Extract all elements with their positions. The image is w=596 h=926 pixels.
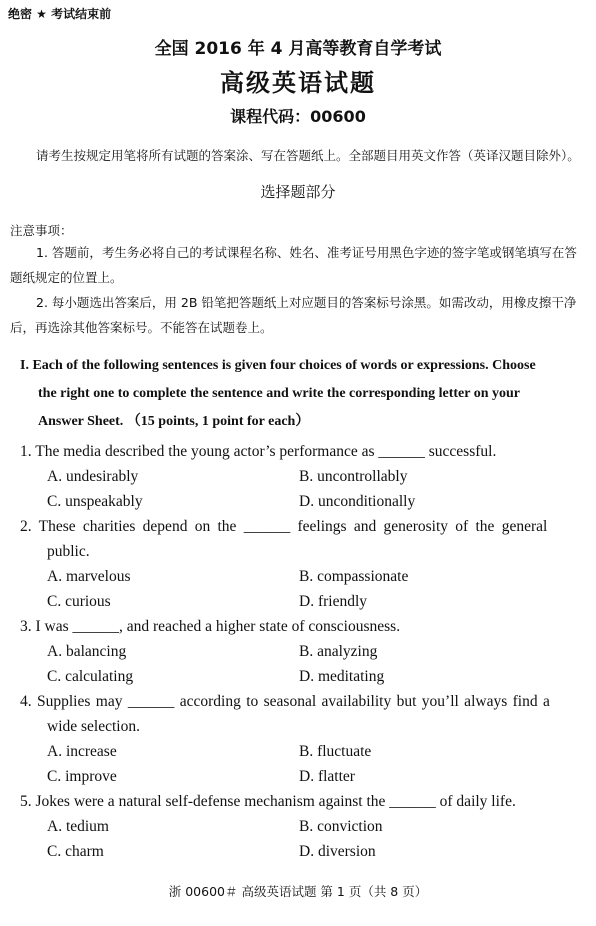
question-stem: 1. The media described the young actor’s performance as ______ successful. [20,443,497,460]
question-stem: 4. Supplies may ______ according to seasonal availability but you’ll always find a [20,693,550,710]
question-stem: 5. Jokes were a natural self-defense mechanism against the ______ of daily life. [20,793,516,810]
question-stem-continued: public. [47,543,90,560]
part-heading-line: the right one to complete the sentence and write the corresponding letter on your [38,386,521,401]
option-d: D. unconditionally [299,493,416,510]
option-a: A. undesirably [47,468,139,485]
question-stem: 2. These charities depend on the ______ feelings and generosity of the general [20,518,548,535]
option-c: C. curious [47,593,111,610]
page-footer: 浙 00600＃ 高级英语试题 第 1 页（共 8 页） [168,884,428,899]
question-stem-continued: wide selection. [47,718,140,735]
general-instructions: 请考生按规定用笔将所有试题的答案涂、写在答题纸上。全部题目用英文作答（英译汉题目除外）。 [36,148,580,163]
option-a: A. increase [47,743,117,760]
option-b: B. compassionate [299,568,409,585]
confidential-label: 绝密 ★ 考试结束前 [8,7,112,21]
part-heading-line: I. Each of the following sentences is given four choices of words or expressions. Choose [20,358,536,373]
notice-item: 1. 答题前，考生务必将自己的考试课程名称、姓名、准考证号用黑色字迹的签字笔或钢笔填写在答题纸规定的位置上。 [10,245,577,285]
option-b: B. analyzing [299,643,378,660]
option-b: B. uncontrollably [299,468,408,485]
exam-title: 全国 2016 年 4 月高等教育自学考试 [154,39,442,59]
option-b: B. conviction [299,818,383,835]
option-b: B. fluctuate [299,743,372,760]
option-c: C. improve [47,768,117,785]
option-a: A. balancing [47,643,127,660]
option-d: D. diversion [299,843,376,860]
question-stem: 3. I was ______, and reached a higher state of consciousness. [20,618,401,635]
section-heading: 选择题部分 [260,183,336,201]
option-d: D. meditating [299,668,385,685]
option-a: A. marvelous [47,568,131,585]
part-heading-line: Answer Sheet. （15 points, 1 point for each） [38,414,310,429]
subject-title: 高级英语试题 [220,69,376,97]
part-heading [20,352,584,436]
option-c: C. unspeakably [47,493,143,510]
option-d: D. friendly [299,593,368,610]
option-a: A. tedium [47,818,109,835]
notice-heading: 注意事项： [10,223,73,238]
option-c: C. charm [47,843,104,860]
option-c: C. calculating [47,668,134,685]
course-code: 课程代码：00600 [230,107,366,126]
notice-item: 2. 每小题选出答案后，用 2B 铅笔把答题纸上对应题目的答案标号涂黑。如需改动，用橡皮擦干净后，再选涂其他答案标号。不能答在试题卷上。 [10,295,577,335]
option-d: D. flatter [299,768,355,785]
